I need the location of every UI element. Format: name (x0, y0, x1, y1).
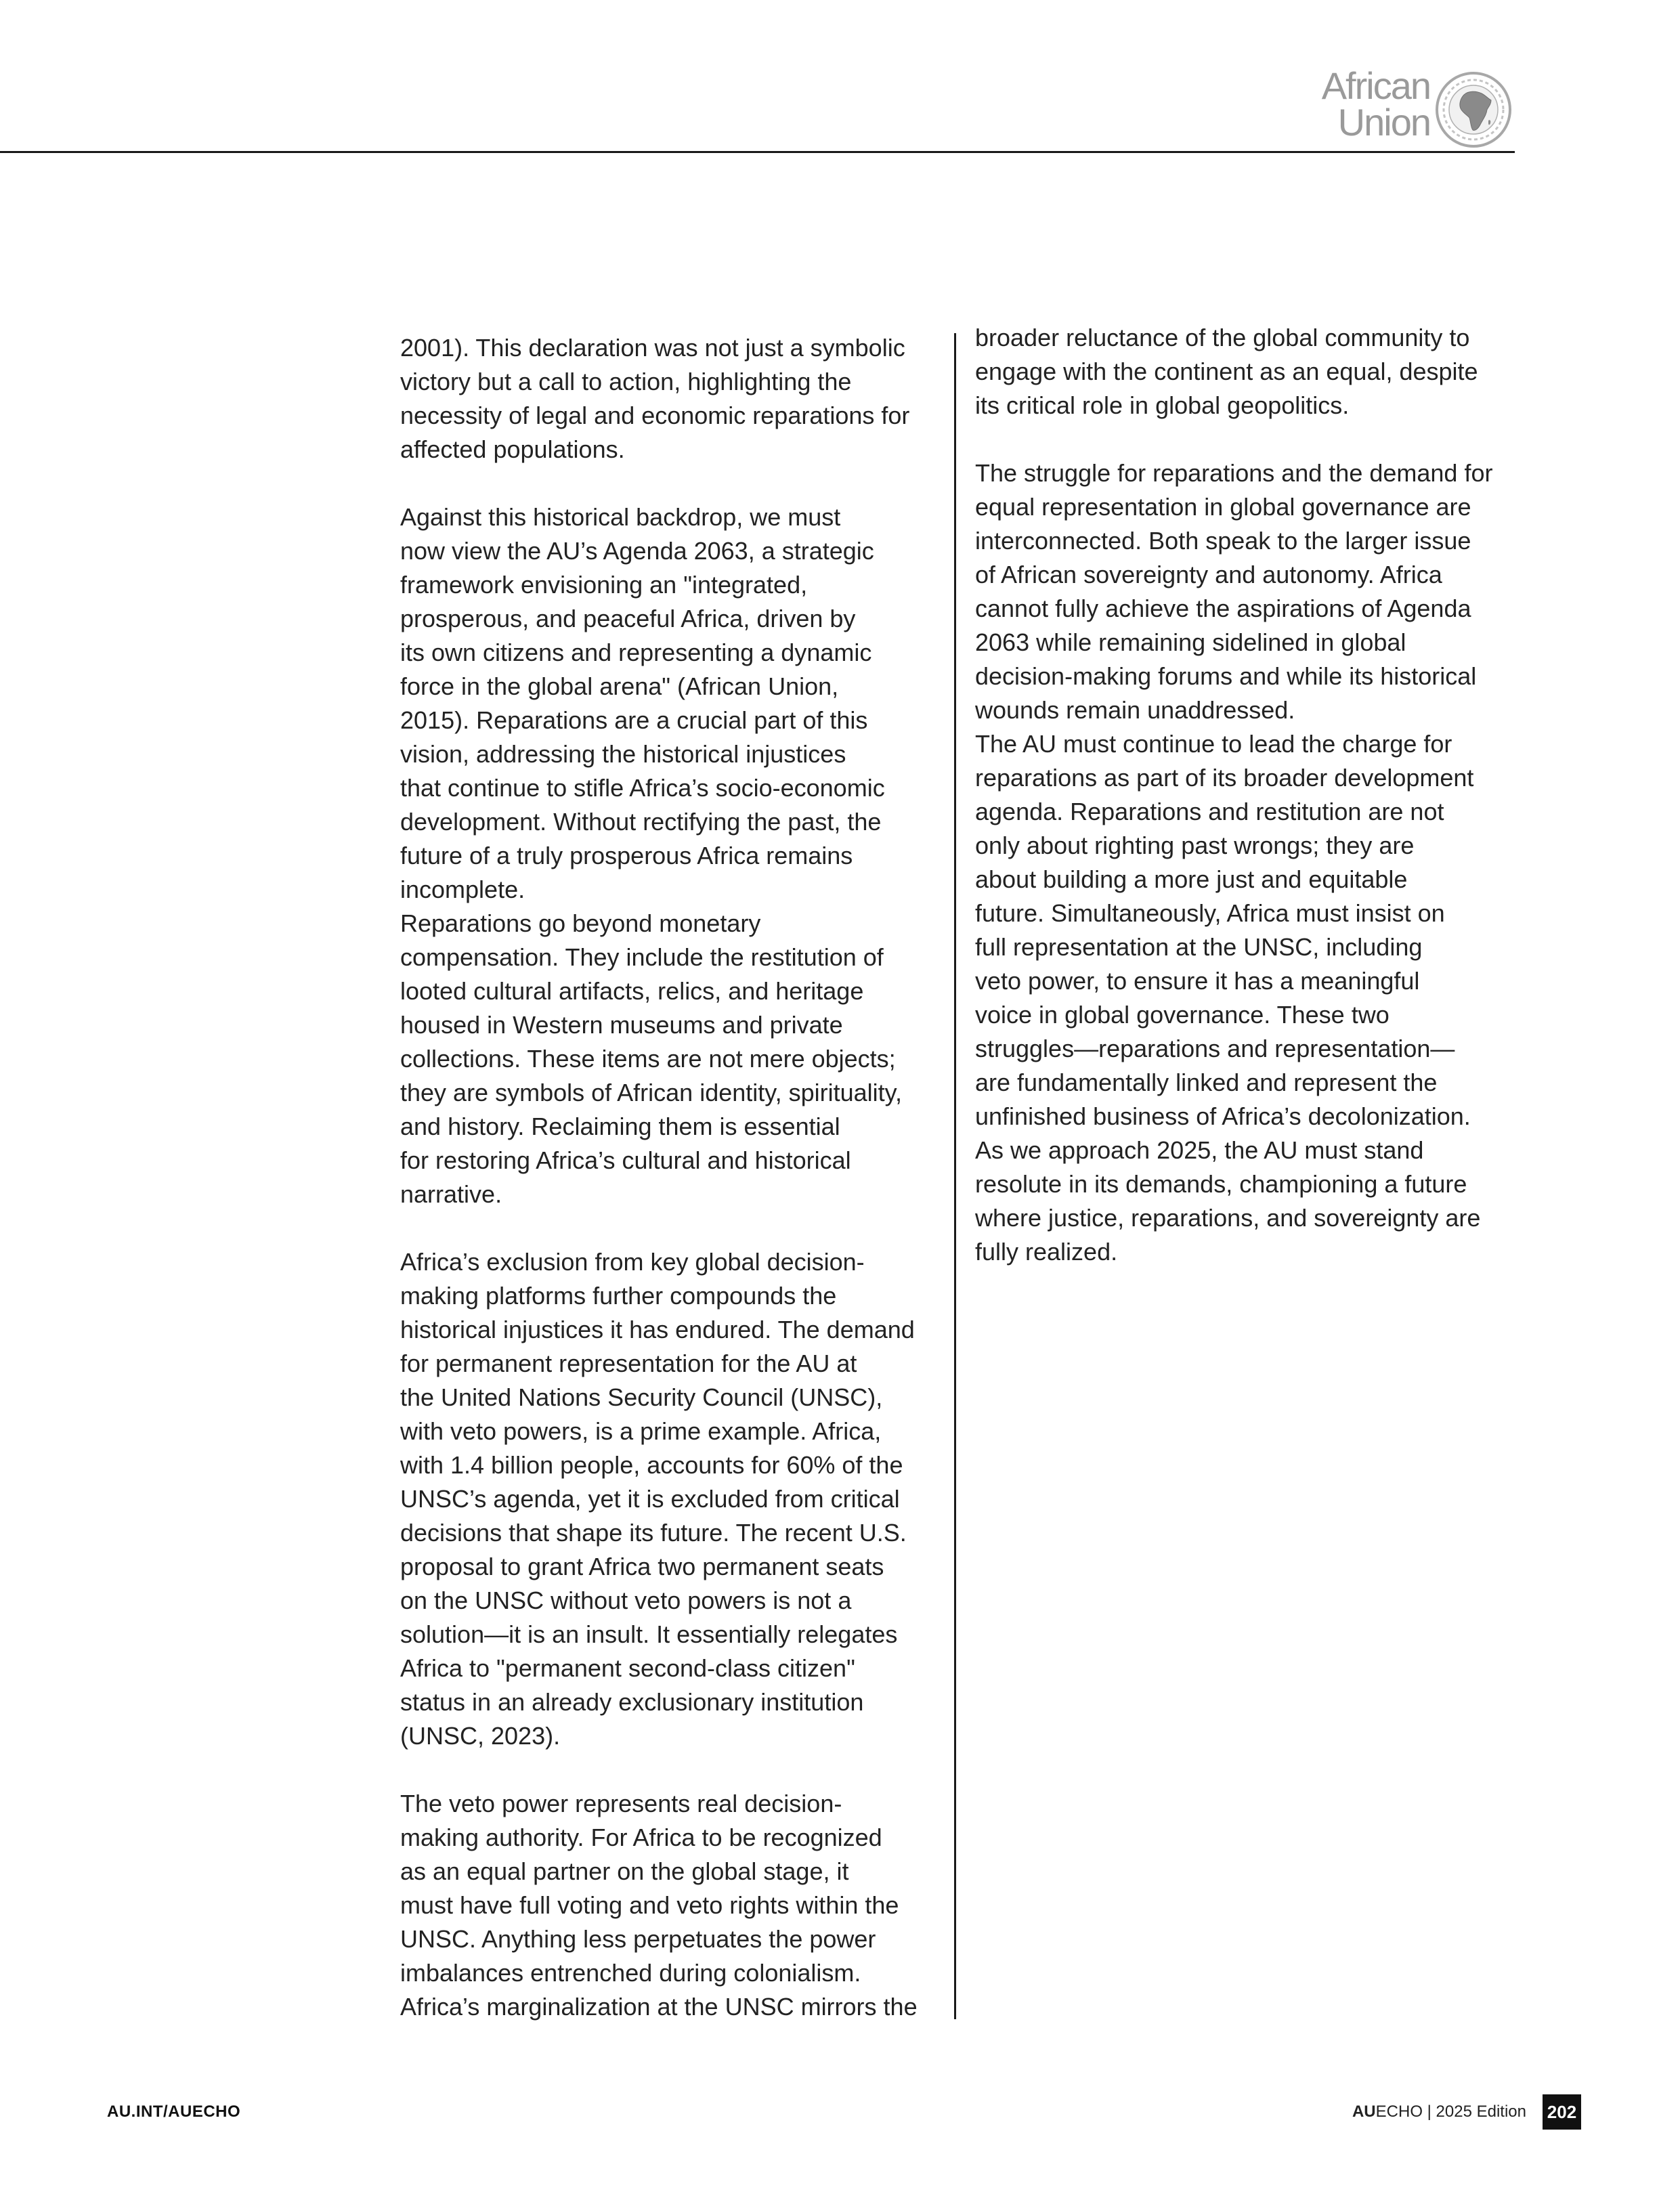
header-rule (0, 151, 1515, 153)
right-paragraph-2: The struggle for reparations and the demand for equal representation in global governance are interconnected. Both speak to the larger issue of African sovereignty and autonomy. Africa cannot fully achieve the aspirations of Agenda 2063 while remaining sidelined in global decision-making forums and while its historical wounds remain unaddressed. (975, 459, 1493, 724)
african-union-emblem-icon (1434, 70, 1513, 149)
left-column (400, 331, 942, 2024)
right-column (975, 321, 1517, 1269)
column-divider (954, 333, 956, 2019)
left-paragraph-4: Africa’s exclusion from key global decision- making platforms further compounds the historical injustices it has endured. The demand for permanent representation for the AU at the United Nations Security Council (UNSC), with veto powers, is a prime example. Africa, with 1.4 billion people, accounts for 60% of the UNSC’s agenda, yet it is excluded from critical decisions that shape its future. The recent U.S. proposal to grant Africa two permanent seats on the UNSC without veto powers is not a solution—it is an insult. It essentially relegates Africa to "permanent second-class citizen" status in an already exclusionary institution (UNSC, 2023). (400, 1248, 915, 1750)
right-paragraph-1: broader reluctance of the global community to engage with the continent as an equal, despite its critical role in global geopolitics. (975, 324, 1478, 419)
logo-text-african: African (1321, 64, 1430, 107)
left-paragraph-3: Reparations go beyond monetary compensation. They include the restitution of looted cultural artifacts, relics, and heritage housed in Western museums and private collections. These items are not mere objects; they are symbols of African identity, spirituality, and history. Reclaiming them is essential for restoring Africa’s cultural and historical narrative. (400, 909, 902, 1208)
left-paragraph-2: Against this historical backdrop, we must now view the AU’s Agenda 2063, a strategic framework envisioning an "integrated, prosperous, and peaceful Africa, driven by its own citizens and representing a dynamic force in the global arena" (African Union, 2015). Reparations are a crucial part of this vision, addressing the historical injustices that continue to stifle Africa’s socio-economic development. Without rectifying the past, the future of a truly prosperous Africa remains incomplete. (400, 503, 885, 903)
left-paragraph-5: The veto power represents real decision- making authority. For Africa to be recognized as an equal partner on the global stage, it must have full voting and veto rights within the UNSC. Anything less perpetuates the power imbalances entrenched during colonialism. Africa’s marginalization at the UNSC mirrors the (400, 1790, 918, 2021)
footer-url[interactable]: AU.INT/AUECHO (107, 2102, 241, 2121)
african-union-logo (1310, 64, 1513, 149)
logo-text-union: Union (1337, 101, 1430, 144)
left-paragraph-1: 2001). This declaration was not just a symbolic victory but a call to action, highlighting the necessity of legal and economic reparations for affected populations. (400, 334, 910, 463)
logo-wordmark (1321, 64, 1430, 144)
page-number-badge: 202 (1543, 2094, 1581, 2130)
footer-brand-rest: ECHO | 2025 Edition (1375, 2102, 1526, 2121)
footer-edition (1352, 2102, 1526, 2121)
right-paragraph-3: The AU must continue to lead the charge for reparations as part of its broader development agenda. Reparations and restitution are not only about righting past wrongs; they are about building a more just and equitable future. Simultaneously, Africa must insist on full representation at the UNSC, including veto power, to ensure it has a meaningful voice in global governance. These two struggles—reparations and representation— are fundamentally linked and represent the unfinished business of Africa’s decolonization. As we approach 2025, the AU must stand resolute in its demands, championing a future where justice, reparations, and sovereignty are fully realized. (975, 730, 1481, 1266)
footer-brand-bold: AU (1352, 2102, 1376, 2121)
